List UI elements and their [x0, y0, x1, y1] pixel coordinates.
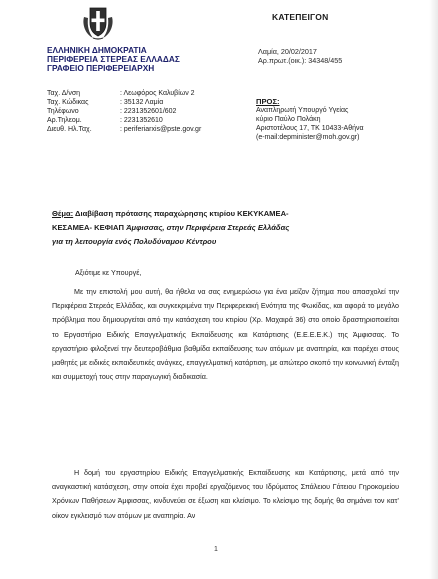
page-edge-shadow: [429, 0, 438, 579]
greek-coat-of-arms-icon: [81, 4, 115, 40]
subject-line-2-italic: Άμφισσας, στην Περιφέρεια Στερεάς Ελλάδας: [126, 223, 290, 232]
contact-value-fax: : 2231352610: [120, 117, 163, 124]
subject-block: [52, 207, 397, 249]
contact-label-fax: Αρ.Τηλεομ.: [47, 117, 82, 124]
recipient-line-4: (e-mail:depminister@moh.gov.gr): [256, 134, 360, 141]
subject-line-1: Διαβίβαση πρότασης παραχώρησης κτιρίου ΚΕΚΥΚΑΜΕΑ-: [73, 209, 289, 218]
body-paragraph-2: Η δομή του εργαστηρίου Ειδικής Επαγγελματικής Εκπαίδευσης και Κατάρτισης, μετά από την αναγκαστική κατάσχεση, στην οποία έχει προβεί εργαζόμενος του Ιδρύματος Σπάλειου Γάτειου Γηροκομείου Χρόνιων Παθήσεων Άμφισσας, κινδυνεύει σε έξωση και κλείσιμο. Το κλείσιμο της δομής θα σημάνει τον κατ’ οίκον εγκλεισμό των ατόμων με αναπηρία. Αν: [52, 469, 399, 520]
body-paragraph-1: Με την επιστολή μου αυτή, θα ήθελα να σας ενημερώσω για ένα μείζον ζήτημα που απασχολεί την Περιφέρεια Στερεάς Ελλάδας, και συγκεκριμένα την Περιφερειακή Ενότητα της Φωκίδας, και αφορά το μεγάλο πρόβλημα που δημιουργείται από την κατάσχεση του κτιρίου (Χρ. Μαχαιρά 36) στο οποίο δραστηριοποιείται το Εργαστήριο Ειδικής Επαγγελματικής Εκπαίδευσης και Κατάρτισης (Ε.Ε.Ε.Ε.Κ.) της Άμφισσας. Το εργαστήριο φιλοξενεί την δευτεροβάθμια βαθμίδα εκπαίδευσης των ατόμων με αναπηρία, και παρέχει στους μαθητές με ειδικές εκπαιδευτικές ανάγκες, επαγγελματική κατάρτιση, με απώτερο σκοπό την κοινωνική ένταξη και συμμετοχή τους στην παραγωγική διαδικασία.: [52, 288, 399, 382]
recipient-line-3: Αριστοτέλους 17, ΤΚ 10433-Αθήνα: [256, 125, 364, 132]
recipient-line-1: Αναπληρωτή Υπουργό Υγείας: [256, 107, 349, 114]
urgent-label: ΚΑΤΕΠΕΙΓΟΝ: [272, 12, 329, 22]
contact-label-phone: Τηλέφωνο: [47, 108, 79, 115]
contact-value-email: : periferiarxis@pste.gov.gr: [120, 126, 202, 133]
recipient-line-2: κύριο Παύλο Πολάκη: [256, 116, 321, 123]
subject-line-2-normal: ΚΕΣΑΜΕΑ- ΚΕΦΙΑΠ: [52, 223, 127, 232]
contact-label-email: Διευθ. Ηλ.Ταχ.: [47, 126, 92, 133]
greeting: Αξιότιμε κε Υπουργέ,: [75, 268, 142, 277]
contact-label-address: Ταχ. Δ/νση: [47, 90, 81, 97]
contact-label-postcode: Ταχ. Κώδικας: [47, 99, 89, 106]
page-number: 1: [214, 546, 218, 553]
date-line: Λαμία, 20/02/2017: [258, 47, 317, 56]
subject-line-3: για τη λειτουργία ενός Πολυδύναμου Κέντρου: [52, 237, 217, 246]
contact-value-postcode: : 35132 Λαμία: [120, 99, 164, 106]
protocol-number: Αρ.πρωτ.(οικ.): 34348/455: [258, 56, 343, 65]
recipient-title: ΠΡΟΣ:: [256, 97, 280, 106]
sender-line-1: ΕΛΛΗΝΙΚΗ ΔΗΜΟΚΡΑΤΙΑ: [47, 45, 147, 55]
sender-line-3: ΓΡΑΦΕΙΟ ΠΕΡΙΦΕΡΕΙΑΡΧΗ: [47, 63, 155, 73]
contact-value-phone: : 2231352601/602: [120, 108, 177, 115]
sender-line-2: ΠΕΡΙΦΕΡΕΙΑ ΣΤΕΡΕΑΣ ΕΛΛΑΔΑΣ: [47, 54, 180, 64]
subject-label: Θέμα:: [52, 209, 74, 218]
contact-value-address: : Λεωφόρος Καλυβίων 2: [120, 90, 195, 97]
